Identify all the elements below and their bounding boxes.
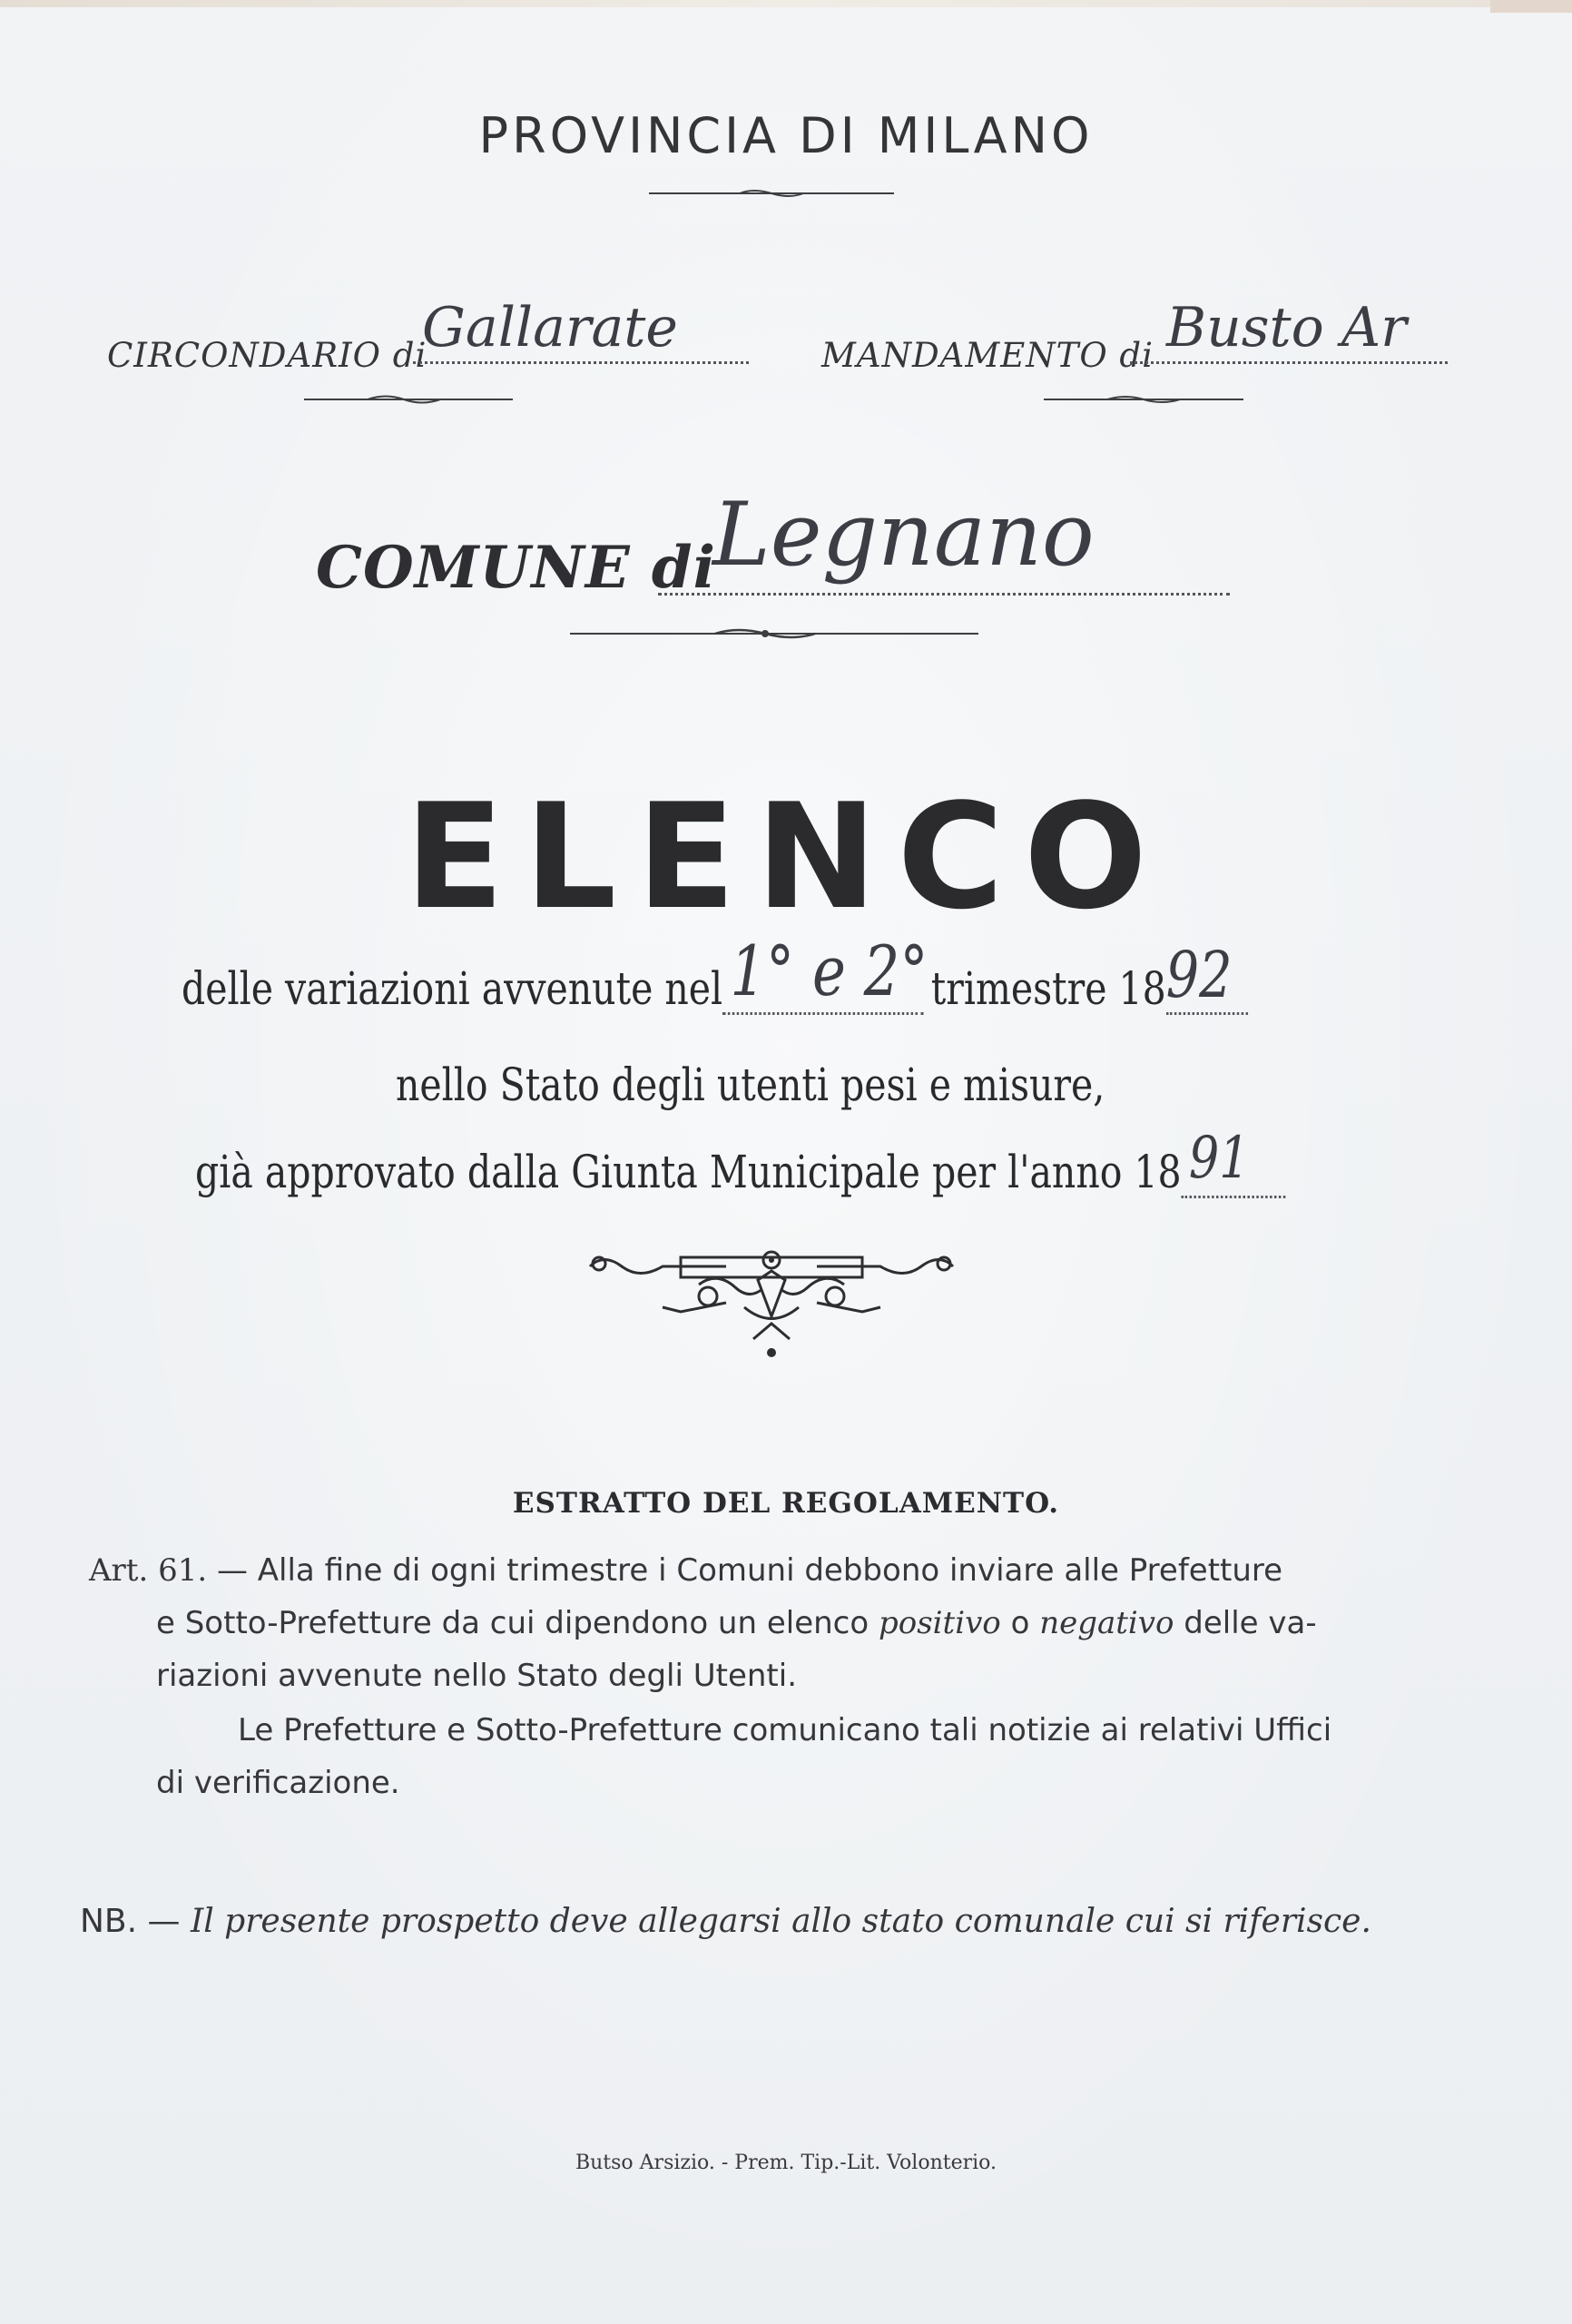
- comune-rule: [570, 625, 978, 643]
- year2-field: [1182, 1125, 1286, 1198]
- art-61-text-2b: delle va-: [1184, 1605, 1317, 1641]
- circondario-label: CIRCONDARIO di: [107, 336, 427, 375]
- art-61-line-3: riazioni avvenute nello Stato degli Utenti.: [156, 1658, 798, 1694]
- condition-text-1b: trimestre 18: [930, 962, 1166, 1015]
- document-title: ELENCO: [405, 772, 1167, 941]
- header-rule: [649, 186, 894, 201]
- art-label: Art. 61.: [89, 1552, 208, 1589]
- mandamento-label: MANDAMENTO di: [821, 336, 1154, 375]
- condition-line-1: [182, 931, 1248, 1015]
- mandamento-handwritten: Busto Ar: [1166, 296, 1407, 359]
- comune-label: COMUNE di: [316, 534, 716, 602]
- circondario-handwritten: Gallarate: [422, 296, 678, 359]
- year1-field: [1165, 938, 1248, 1015]
- comune-field: [658, 484, 1230, 596]
- trimestre-handwritten: 1° e 2°: [730, 931, 928, 1011]
- circondario-field: [413, 296, 749, 364]
- art-61-line-4: Le Prefetture e Sotto-Prefetture comunicano tali notizie ai relativi Uffici: [238, 1712, 1332, 1748]
- year1-handwritten: 92: [1165, 938, 1233, 1012]
- positivo-term: positivo: [878, 1605, 1001, 1641]
- art-61-line-1: [89, 1552, 1282, 1589]
- condition-line-2: nello Stato degli utenti pesi e misure,: [396, 1059, 1105, 1111]
- nb-label: NB. —: [80, 1903, 181, 1940]
- paper-edge: [0, 0, 1572, 7]
- paper-corner: [1490, 0, 1572, 13]
- extract-heading: ESTRATTO DEL REGOLAMENTO.: [512, 1487, 1060, 1520]
- trimestre-field: [722, 931, 928, 1015]
- condition-text-3: già approvato dalla Giunta Municipale per l'anno 18: [195, 1146, 1182, 1198]
- mandamento-rule: [1044, 392, 1243, 407]
- art-61-line-5: di verificazione.: [156, 1765, 400, 1801]
- negativo-term: negativo: [1039, 1605, 1174, 1641]
- art-61-text-2o: o: [1010, 1605, 1030, 1641]
- ornamental-flourish-icon: [581, 1244, 962, 1362]
- provincia-heading: PROVINCIA DI MILANO: [478, 107, 1094, 164]
- condition-line-3: [195, 1125, 1285, 1198]
- art-61-line-2: [156, 1605, 1317, 1641]
- art-61-text-1: — Alla fine di ogni trimestre i Comuni debbono inviare alle Prefetture: [216, 1552, 1283, 1589]
- art-61-text-2a: e Sotto-Prefetture da cui dipendono un elenco: [156, 1605, 870, 1641]
- mandamento-field: [1130, 296, 1448, 364]
- nb-note: [80, 1903, 1371, 1940]
- nb-text: Il presente prospetto deve allegarsi allo stato comunale cui si riferisce.: [190, 1903, 1371, 1940]
- printer-imprint: Butso Arsizio. - Prem. Tip.-Lit. Volonterio.: [575, 2152, 997, 2174]
- condition-text-1a: delle variazioni avvenute nel: [182, 962, 723, 1015]
- comune-handwritten: Legnano: [712, 484, 1095, 586]
- year2-handwritten: 91: [1188, 1125, 1250, 1192]
- circondario-rule: [304, 392, 540, 407]
